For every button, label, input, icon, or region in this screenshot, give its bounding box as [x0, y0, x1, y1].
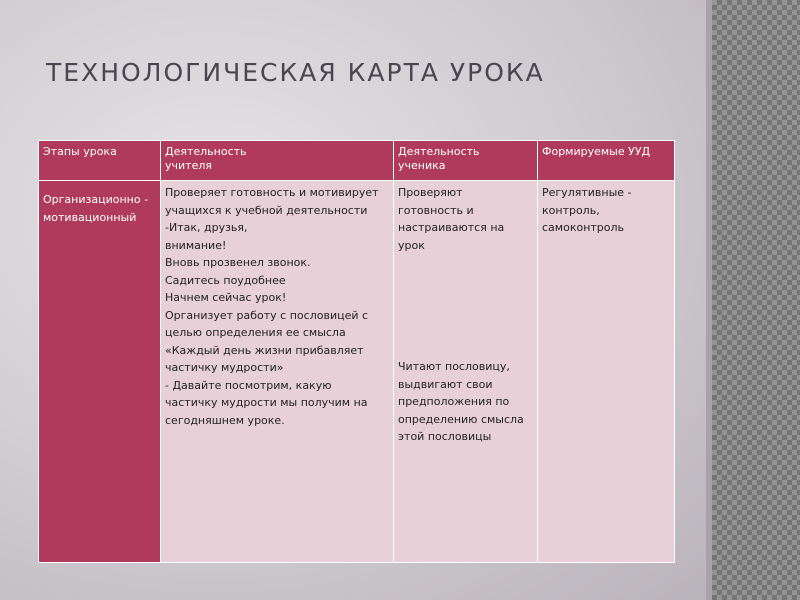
text-line: Регулятивные -	[542, 186, 632, 199]
student-lines-part2	[398, 358, 533, 446]
text-line: Начнем сейчас урок!	[165, 291, 287, 304]
header-teacher-activity	[161, 141, 394, 181]
text-line: определению смысла	[398, 412, 524, 426]
checker-pattern-decoration	[712, 0, 800, 600]
text-line: Вновь прозвенел звонок.	[165, 256, 311, 269]
header-line: Деятельность	[398, 145, 480, 158]
text-line: самоконтроль	[542, 221, 625, 234]
text-line: учащихся к учебной деятельности	[165, 203, 368, 217]
header-line: учителя	[165, 159, 212, 172]
stage-cell	[39, 181, 161, 563]
text-line: -Итак, друзья,	[165, 221, 248, 234]
text-line: готовность и	[398, 203, 474, 217]
text-line: урок	[398, 238, 425, 252]
text-line: Проверяют	[398, 186, 463, 199]
header-line: ученика	[398, 159, 446, 172]
text-line: контроль,	[542, 203, 600, 217]
text-line: целью определения ее смысла	[165, 326, 346, 339]
stage-label: Организационно - мотивационный	[43, 193, 149, 224]
teacher-activity-cell	[161, 181, 394, 563]
header-line: Деятельность	[165, 145, 247, 158]
text-line: этой пословицы	[398, 430, 492, 443]
lesson-map-table	[38, 140, 675, 563]
student-activity-cell	[394, 181, 538, 563]
text-line: предположения по	[398, 395, 510, 408]
text-line: внимание!	[165, 238, 227, 252]
text-line: Проверяет готовность и мотивирует	[165, 186, 379, 199]
text-line: сегодняшнем уроке.	[165, 413, 285, 427]
table-header-row	[39, 141, 675, 181]
header-student-activity	[394, 141, 538, 181]
slide-title: ТЕХНОЛОГИЧЕСКАЯ КАРТА УРОКА	[46, 58, 545, 87]
text-line: частичку мудрости мы получим на	[165, 396, 368, 409]
text-line: частичку мудрости»	[165, 361, 284, 374]
uud-lines	[542, 184, 670, 237]
student-lines-part1	[398, 184, 533, 254]
text-line: выдвигают свои	[398, 377, 493, 391]
header-stages: Этапы урока	[39, 141, 161, 181]
teacher-lines	[165, 184, 389, 429]
text-line: - Давайте посмотрим, какую	[165, 378, 332, 392]
text-line: Садитесь поудобнее	[165, 273, 286, 287]
table-row	[39, 181, 675, 563]
uud-cell	[538, 181, 675, 563]
header-uud: Формируемые УУД	[538, 141, 675, 181]
text-line: Организует работу с пословицей с	[165, 308, 369, 322]
text-line: «Каждый день жизни прибавляет	[165, 343, 364, 357]
text-line: настраиваются на	[398, 221, 505, 234]
text-line: Читают пословицу,	[398, 360, 510, 373]
